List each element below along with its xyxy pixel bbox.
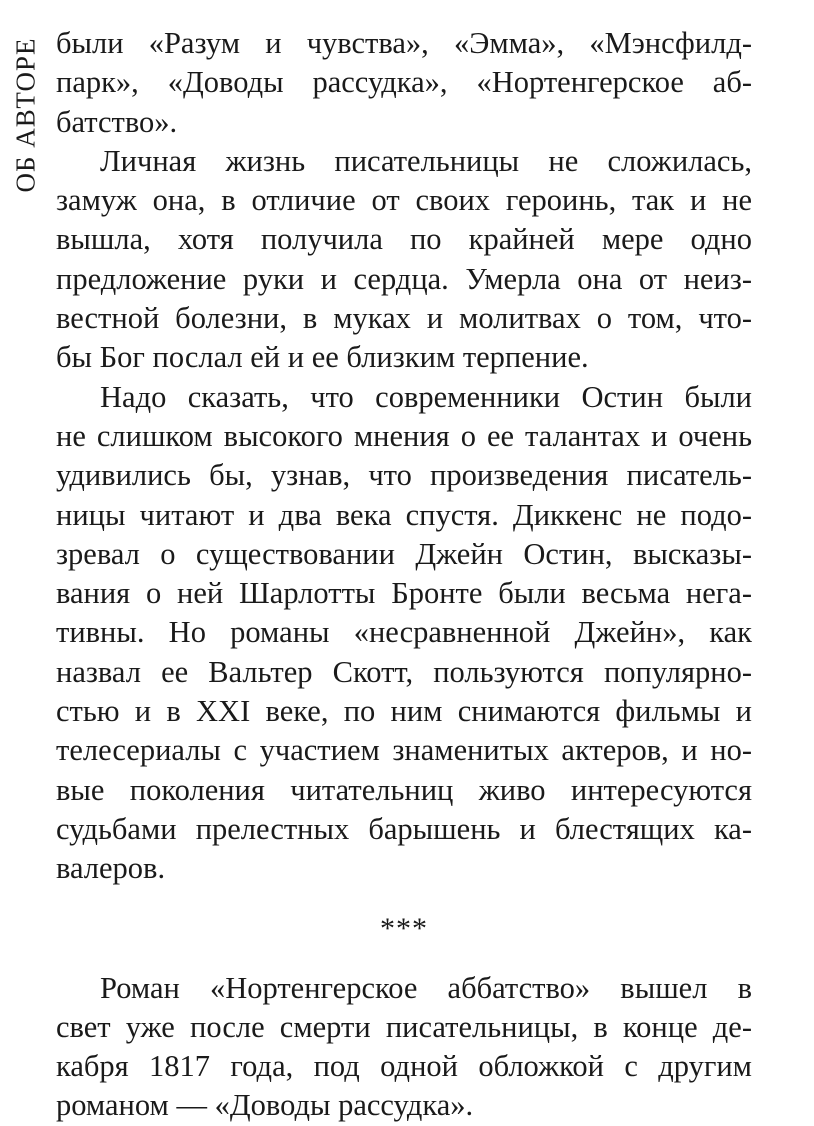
text-line: тивны. Но романы «несравненной Джейн», как xyxy=(56,615,752,650)
running-header-text: ОБ АВТОРЕ xyxy=(10,37,41,193)
text-line: вестной болезни, в муках и молитвах о том, что- xyxy=(56,301,752,336)
text-line: валеров. xyxy=(56,851,166,886)
text-line: зревал о существовании Джейн Остин, высказы- xyxy=(56,536,752,571)
text-line: романом — «Доводы рассудка». xyxy=(56,1088,474,1123)
paragraph-4 xyxy=(56,969,752,1126)
text-line: вые поколения читательниц живо интересуются xyxy=(56,772,752,807)
text-line: бы Бог послал ей и ее близким терпение. xyxy=(56,340,589,375)
text-line: судьбами прелестных барышень и блестящих ка- xyxy=(56,811,752,846)
page-body xyxy=(56,24,752,1126)
text-line: назвал ее Вальтер Скотт, пользуются популярно- xyxy=(56,654,752,689)
paragraph-3 xyxy=(56,378,752,889)
text-line: стью и в XXI веке, по ним снимаются фильмы и xyxy=(56,694,752,729)
text-line: парк», «Доводы рассудка», «Нортенгерское аб- xyxy=(56,65,752,100)
text-line: свет уже после смерти писательницы, в конце де- xyxy=(56,1009,752,1044)
text-line: Личная жизнь писательницы не сложилась, xyxy=(100,143,752,178)
text-line: замуж она, в отличие от своих героинь, так и не xyxy=(56,183,752,218)
paragraph-2 xyxy=(56,142,752,378)
text-line: кабря 1817 года, под одной обложкой с другим xyxy=(56,1049,752,1084)
text-line: удивились бы, узнав, что произведения писатель- xyxy=(56,458,752,493)
text-line: не слишком высокого мнения о ее талантах и очень xyxy=(56,418,752,453)
text-line: батство». xyxy=(56,104,178,139)
text-line: были «Разум и чувства», «Эмма», «Мэнсфилд- xyxy=(56,26,752,60)
text-line: вышла, хотя получила по крайней мере одно xyxy=(56,222,752,257)
paragraph-1 xyxy=(56,24,752,142)
text-line: ницы читают и два века спустя. Диккенс не подо- xyxy=(56,497,752,532)
text-line: Роман «Нортенгерское аббатство» вышел в xyxy=(100,970,752,1005)
text-line: Надо сказать, что современники Остин были xyxy=(100,379,752,414)
text-line: предложение руки и сердца. Умерла она от неиз- xyxy=(56,261,752,296)
section-separator: *** xyxy=(380,911,428,945)
text-line: вания о ней Шарлотты Бронте были весьма нега- xyxy=(56,576,752,611)
running-header xyxy=(8,30,44,200)
text-line: телесериалы с участием знаменитых актеров, и но- xyxy=(56,733,752,768)
